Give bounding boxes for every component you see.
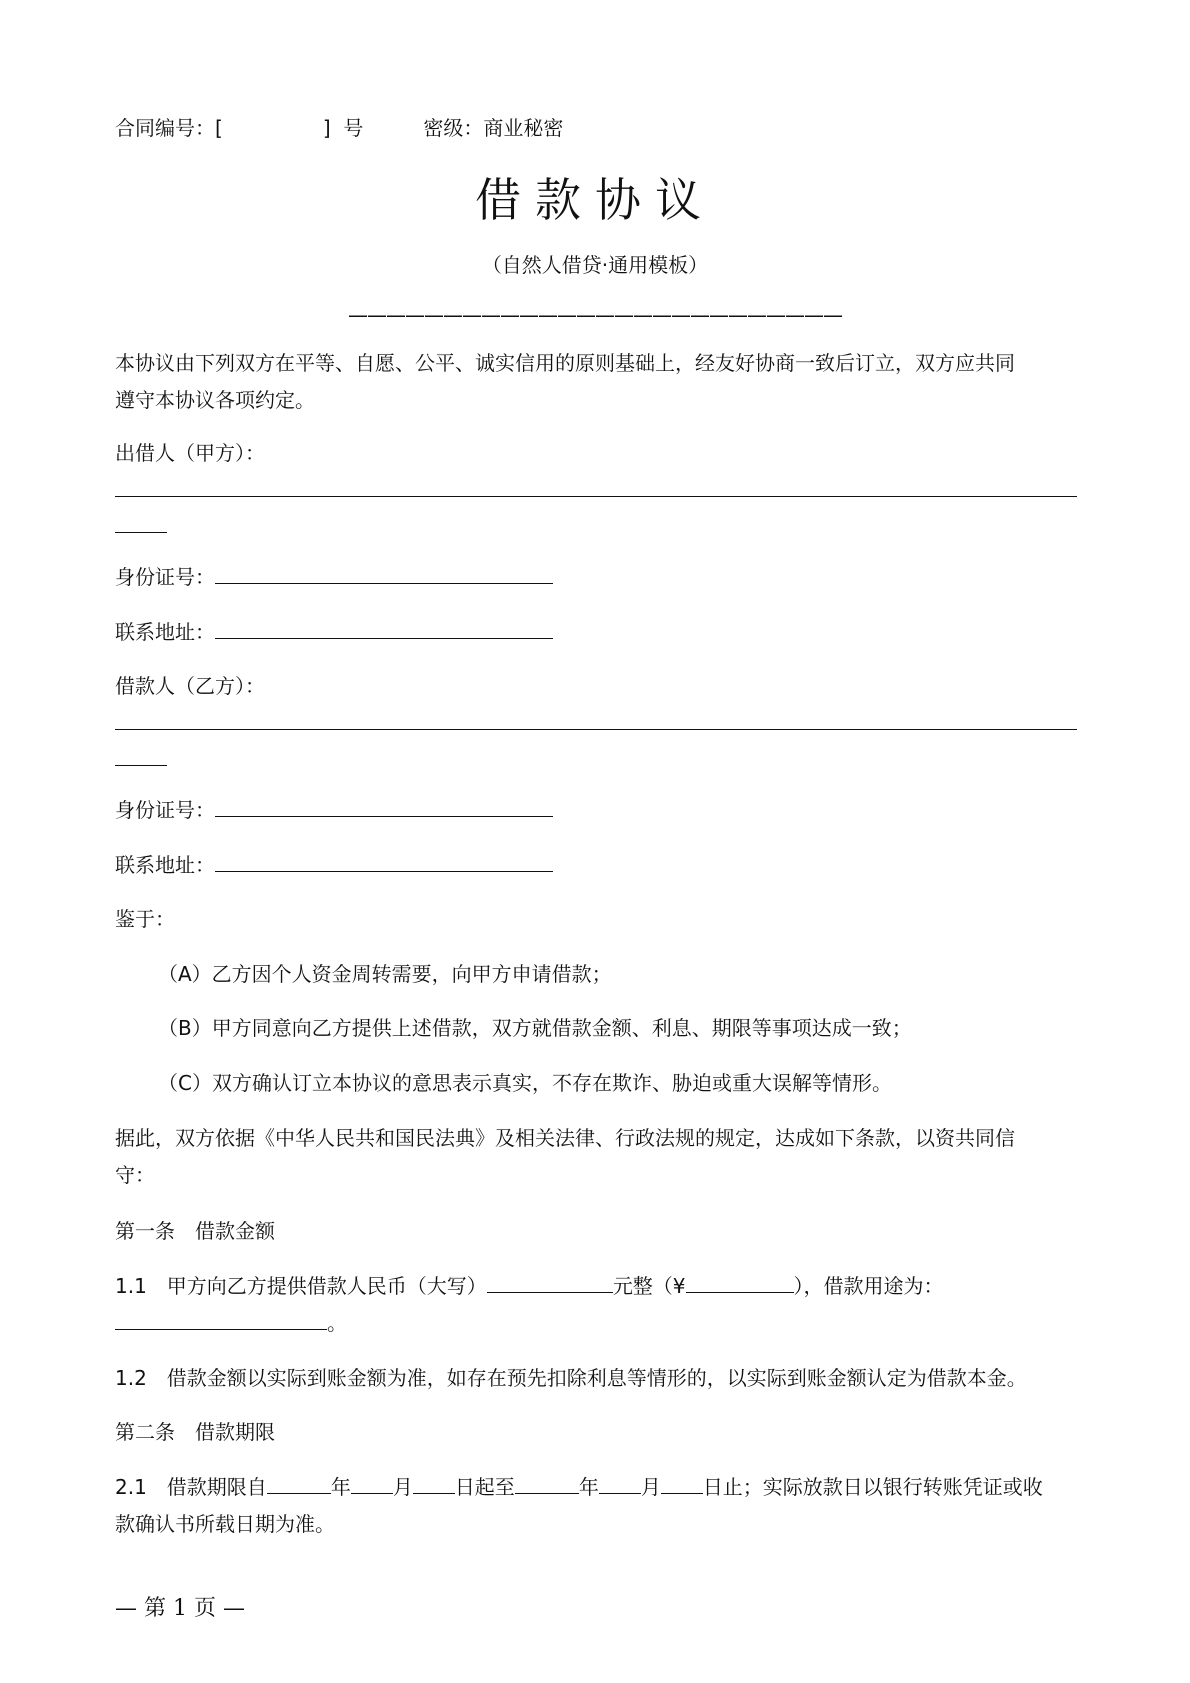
start-year-field [267, 1471, 331, 1494]
header-row [115, 110, 563, 147]
clause-1-1-end: 。 [327, 1311, 347, 1335]
end-year-field [515, 1471, 579, 1494]
contract-number-label: 合同编号： [115, 116, 215, 140]
borrower-name-field-overflow [115, 765, 167, 766]
basis-line-1: 据此，双方依据《中华人民共和国民法典》及相关法律、行政法规的规定，达成如下条款，以资共同信 [115, 1126, 1015, 1150]
end-month-label: 月 [640, 1475, 661, 1499]
loan-purpose-field [115, 1307, 327, 1330]
borrower-id-row [115, 792, 553, 829]
end-day-field [661, 1471, 703, 1494]
preamble-line-1: 本协议由下列双方在平等、自愿、公平、诚实信用的原则基础上，经友好协商一致后订立，双方应共同 [115, 351, 1015, 375]
lender-address-label: 联系地址： [115, 620, 215, 644]
lender-label: 出借人（甲方）： [115, 441, 265, 465]
whereas-item-b: （B）甲方同意向乙方提供上述借款，双方就借款金额、利息、期限等事项达成一致； [158, 1016, 912, 1040]
clause-2-1-prefix: 2.1 借款期限自 [115, 1475, 267, 1499]
end-day-label: 日止；实际放款日以银行转账凭证或收 [702, 1475, 1043, 1499]
borrower-id-label: 身份证号： [115, 798, 215, 822]
title-divider: —————————————————————————— [348, 303, 842, 327]
start-month-label: 月 [392, 1475, 413, 1499]
document-title: 借款协议 [475, 173, 715, 227]
start-month-field [351, 1471, 393, 1494]
clause-2-1-row [115, 1469, 1043, 1506]
clause-1-1-row [115, 1268, 944, 1305]
lender-id-field [215, 561, 553, 584]
borrower-id-field [215, 794, 553, 817]
clause-2-1-line-2: 款确认书所载日期为准。 [115, 1512, 335, 1536]
clause-1-1-row-2 [115, 1305, 347, 1342]
lender-address-row [115, 614, 553, 651]
clause-1-2: 1.2 借款金额以实际到账金额为准，如存在预先扣除利息等情形的，以实际到账金额认定为借款本金。 [115, 1366, 1027, 1390]
lender-name-field-line [115, 496, 1077, 497]
borrower-address-row [115, 847, 553, 884]
borrower-label: 借款人（乙方）： [115, 674, 265, 698]
borrower-address-field [215, 849, 553, 872]
preamble-line-2: 遵守本协议各项约定。 [115, 388, 315, 412]
clause-1-1-text-a: 1.1 甲方向乙方提供借款人民币（大写） [115, 1274, 487, 1298]
article-2-heading: 第二条 借款期限 [115, 1420, 275, 1444]
whereas-label: 鉴于： [115, 907, 175, 931]
bracket-close: ] [322, 116, 331, 140]
hao-label: 号 [343, 116, 364, 140]
start-day-label: 日起至 [454, 1475, 515, 1499]
lender-id-row [115, 559, 553, 596]
start-day-field [413, 1471, 455, 1494]
whereas-item-c: （C）双方确认订立本协议的意思表示真实，不存在欺诈、胁迫或重大误解等情形。 [158, 1071, 892, 1095]
lender-id-label: 身份证号： [115, 565, 215, 589]
page-number: — 第 1 页 — [115, 1596, 245, 1621]
basis-line-2: 守： [115, 1163, 155, 1187]
clause-1-1-text-b: 元整（¥ [612, 1274, 686, 1298]
lender-name-field-overflow [115, 532, 167, 533]
borrower-name-field-line [115, 729, 1077, 730]
article-1-heading: 第一条 借款金额 [115, 1219, 275, 1243]
whereas-item-a: （A）乙方因个人资金周转需要，向甲方申请借款； [158, 962, 612, 986]
end-month-field [599, 1471, 641, 1494]
lender-address-field [215, 616, 553, 639]
clause-1-1-text-c: ），借款用途为： [793, 1274, 944, 1298]
bracket-open: [ [215, 116, 223, 140]
loan-amount-figure-field [686, 1270, 794, 1293]
secrecy-label: 密级：商业秘密 [423, 116, 564, 140]
end-year-label: 年 [578, 1475, 599, 1499]
document-subtitle: （自然人借贷·通用模板） [481, 253, 709, 277]
loan-amount-words-field [487, 1270, 613, 1293]
start-year-label: 年 [330, 1475, 351, 1499]
borrower-address-label: 联系地址： [115, 853, 215, 877]
